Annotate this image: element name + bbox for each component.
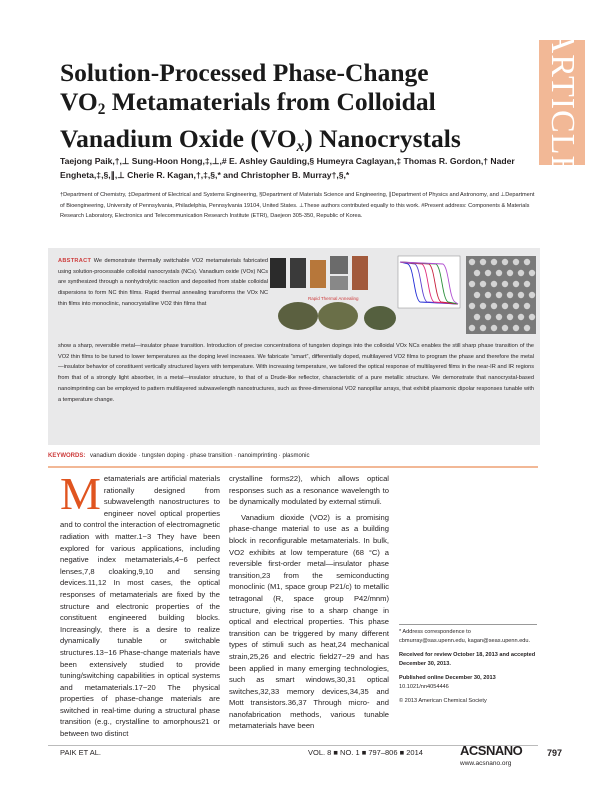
title-line-1: Solution-Processed Phase-Change <box>60 58 429 87</box>
tem-images <box>330 256 368 290</box>
title-line-2: $VO_2$ Metamaterials from Colloidal <box>60 87 436 118</box>
nanopillar <box>480 325 486 331</box>
thermal-anneal-arrow <box>308 296 359 301</box>
nanopillar <box>485 270 491 276</box>
nanopillar-array-image <box>466 256 536 334</box>
nanopillar <box>507 270 513 276</box>
correspondence-label: * Address correspondence to <box>399 629 471 635</box>
correspondence-emails[interactable]: cbmurray@sas.upenn.edu, kagan@seas.upenn.edu. <box>399 637 531 644</box>
article-tab-label: ARTICLE <box>544 28 581 177</box>
keywords-text: vanadium dioxide · tungsten doping · phase transition · nanoimprinting · plasmonic <box>90 453 310 459</box>
nanopillar <box>496 292 502 298</box>
page-number: 797 <box>547 748 563 758</box>
abstract-intro <box>58 256 268 310</box>
journal-url[interactable]: www.acsnano.org <box>460 760 512 767</box>
nanopillar <box>524 259 530 265</box>
nanopillar <box>491 259 497 265</box>
nanopillar <box>496 270 502 276</box>
col2-paragraph-2: Vanadium dioxide (VO2) is a promising phase-change material to use as a building block in reconfigurable metamaterials. In bulk, VO2 exhibits at low temperature (68 °C) a reversible first-order metal—insulator phase transition,23 from the semiconducting monoclinic (M1, space group P21/c) to metallic tetragonal (R, space group P42/mnm) structure, giving rise to a sharp change in optical and electrical properties. This phase transition can be triggered by many different types of stimuli such as heat,24 mechanical strain,25,26 and electric field27−29 and has been applied in many emerging technologies, such as smart windows,30,31 optical switches,32,33 memory devices,34,35 and Mott transistors.36,37 Through micro- and nanofabrication methods, various tunable metamaterials have been <box>229 512 389 731</box>
nanopillar <box>529 270 535 276</box>
copyright: © 2013 American Chemical Society <box>399 698 487 704</box>
film-image <box>364 306 396 330</box>
nanopillar <box>502 325 508 331</box>
nanopillar <box>496 314 502 320</box>
drop-cap: M <box>60 468 101 519</box>
col2-paragraph-1: crystalline forms22), which allows optical responses such as a resonance wavelength to be dynamically modulated by external stimuli. <box>229 474 389 507</box>
nanopillar <box>469 325 475 331</box>
nanopillar <box>507 314 513 320</box>
nanopillar <box>518 314 524 320</box>
title-line-3: Vanadium Oxide $(VO_x)$ Nanocrystals <box>60 123 461 155</box>
nanopillar <box>524 281 530 287</box>
nanopillar <box>469 303 475 309</box>
keywords <box>48 453 538 459</box>
nanopillar <box>513 259 519 265</box>
doi[interactable]: 10.1021/nn4054446 <box>399 683 449 690</box>
nanopillar <box>474 292 480 298</box>
nanopillar <box>480 281 486 287</box>
abstract-head-text: We demonstrate thermally switchable VO2 metamaterials fabricated using solution-processable colloidal nanocrystals (NCs). Vanadium oxide (VOx) NCs are synthesized through a nonhydrolytic reaction and deposited from stable colloidal dispersions to form NC thin films. Rapid thermal annealing transforms the VOx NC thin films into monoclinic, nanocrystalline VO2 thin films that <box>58 258 269 307</box>
nanopillar <box>524 303 530 309</box>
nanopillar <box>502 259 508 265</box>
footer-volume-info: VOL. 8 ■ NO. 1 ■ 797–806 ■ 2014 <box>308 748 423 757</box>
nanopillar <box>502 303 508 309</box>
journal-logo: ACSNANO <box>460 743 523 758</box>
nanopillar <box>513 303 519 309</box>
nanopillar <box>524 325 530 331</box>
nanopillar <box>480 259 486 265</box>
rta-label: Rapid Thermal Annealing <box>308 296 359 301</box>
nanopillar <box>474 314 480 320</box>
nanopillar <box>474 270 480 276</box>
nanopillar <box>491 325 497 331</box>
side-divider <box>399 624 537 625</box>
paper-title <box>60 58 530 161</box>
abstract-toc-figure <box>268 254 538 336</box>
footer-authors: PAIK ET AL. <box>60 748 101 757</box>
keywords-divider <box>48 466 538 468</box>
body-column-1 <box>60 468 220 740</box>
nanopillar <box>502 281 508 287</box>
nanopillar <box>485 292 491 298</box>
nanopillar <box>518 270 524 276</box>
affiliations: †Department of Chemistry, ‡Department of Electrical and Systems Engineering, §Department of Materials Science and Engineering, ∥Department of Physics and Astronomy, and ⊥Department of Bioengineering, University of Pennsylvania, Philadelphia, Pennsylvania 19104, United States. ⊥These authors contributed equally to this work. #Present address: Components & Materials Research Laboratory, Electronics and Telecommunication Research Institute (ETRI), Daejeon 305-350, Republic of Korea. <box>60 192 535 219</box>
nanopillar <box>507 292 513 298</box>
nanopillar <box>513 281 519 287</box>
nanopillar <box>518 292 524 298</box>
nanopillar <box>529 292 535 298</box>
nanopillar <box>491 281 497 287</box>
published-online: Published online December 30, 2013 <box>399 675 496 681</box>
abstract-label: ABSTRACT <box>58 258 92 264</box>
nanopillar <box>513 325 519 331</box>
received-dates: Received for review October 18, 2013 and accepted December 30, 2013. <box>399 652 536 667</box>
author-list: Taejong Paik,†,⊥ Sung-Hoon Hong,‡,⊥,# E. Ashley Gaulding,§ Humeyra Caglayan,‡ Thomas R. Gordon,† Nader Engheta,‡,§,∥,⊥ Cherie R. Kagan,†,‡,§,* and Christopher B. Murray†,§,* <box>60 156 515 180</box>
body-column-1-text: etamaterials are artificial materials rationally designed from subwavelength nanostructures to engineer novel optical properties and to control the interaction of electromagnetic radiation with matter.1−3 They have been explored for various applications, including negative index metamaterials,4−6 perfect lenses,7,8 cloaking,9,10 and sensing devices.11,12 In most cases, the optical responses of metamaterials are fixed by the structure and electronic properties of the constituent engineered building blocks. Increasingly, there is a desire to realize dynamically tunable or switchable structures.13−16 Phase-change materials have been extensively studied to provide tuning/switching capabilities in optical systems and metamaterials.17−20 The physical properties of phase-change materials are switched in real-time during a structural phase transition (e.g., crystalline to amorphous21 or between two distinct <box>60 474 220 739</box>
article-info-sidebar <box>399 628 539 706</box>
body-column-2 <box>229 473 389 732</box>
article-section-tab <box>539 28 585 177</box>
hysteresis-plot <box>398 256 460 308</box>
nanopillar <box>529 314 535 320</box>
nanopillar <box>480 303 486 309</box>
nanopillar <box>485 314 491 320</box>
nanopillar <box>491 303 497 309</box>
nanopillar <box>469 281 475 287</box>
keywords-label: KEYWORDS: <box>48 453 86 459</box>
nanopillar <box>469 259 475 265</box>
abstract-body: show a sharp, reversible metal—insulator phase transition. Introduction of precise concentrations of tungsten dopings into the colloidal VOx NCs enables the still sharp phase transition of the VO2 thin films to be tuned to lower temperatures as the doping level increases. We fabricate “smart”, differentially doped, multilayered VO2 films to program the phase and therefore the metal—insulator behavior of constituent vertically structured layers with temperature. With increasing temperature, we tailored the optical response of multilayered films in the near-IR and IR regions from that of a strongly light absorber, in a metal—insulator structure, to that of a Drude-like reflector, characteristic of a pure metallic structure. We demonstrate that nanocrystal-based nanoimprinting can be employed to pattern multilayered subwavelength nanostructures, such as three-dimensional VO2 nanopillar arrays, that exhibit plasmonic dipolar responses tunable with a temperature change. <box>58 343 534 403</box>
